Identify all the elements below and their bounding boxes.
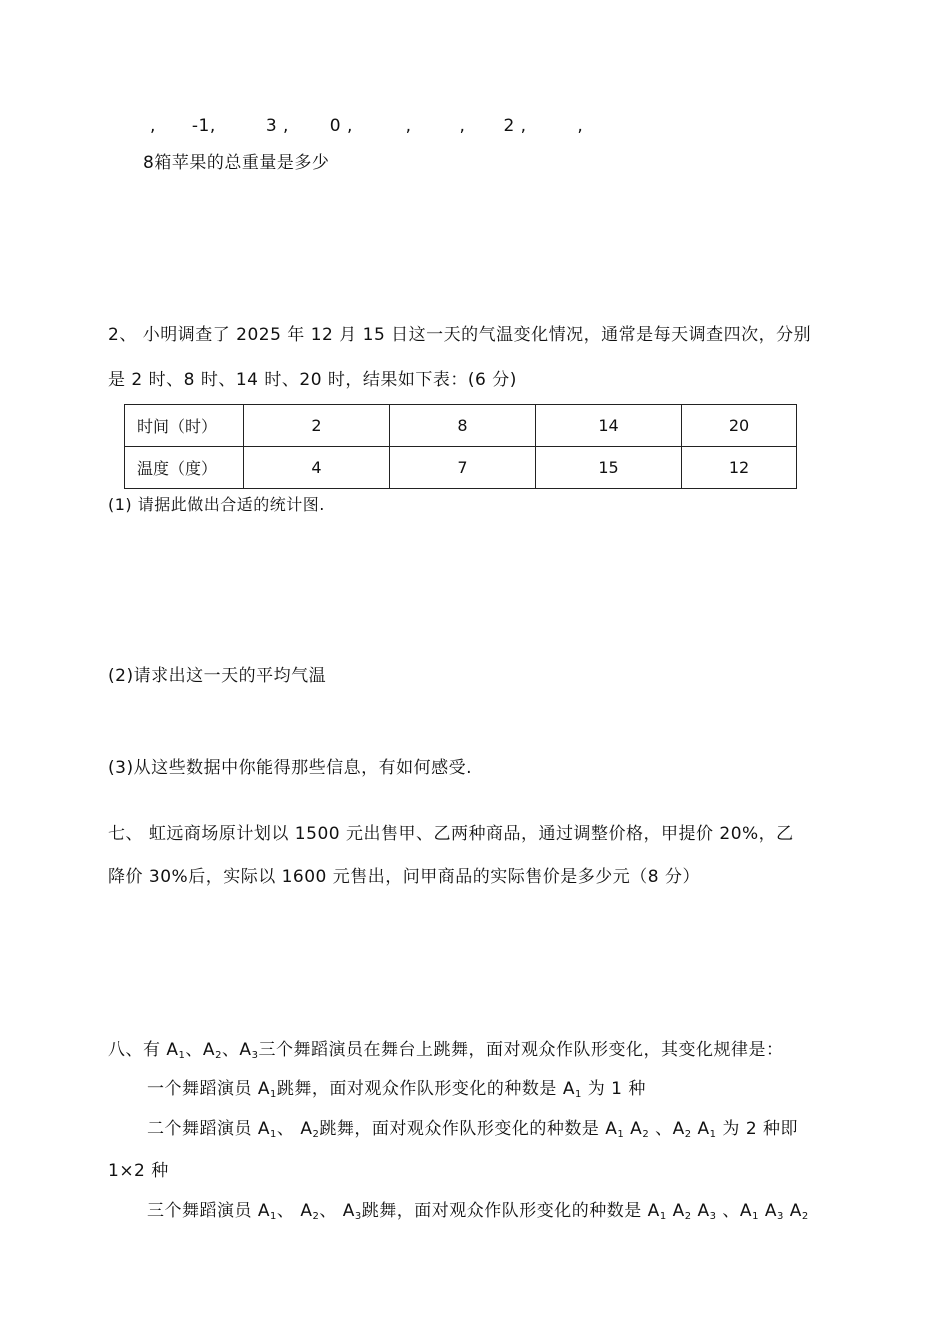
q8-text: 、A xyxy=(649,1119,685,1139)
q8-text: 、 A xyxy=(319,1201,355,1221)
table-row xyxy=(125,447,797,489)
value-entry: -1, xyxy=(191,116,216,136)
subscript: 2 xyxy=(215,1050,222,1061)
subscript: 3 xyxy=(709,1211,717,1222)
subscript: 1 xyxy=(752,1211,759,1222)
q8-text: 二个舞蹈演员 A xyxy=(147,1119,271,1139)
subscript: 1 xyxy=(709,1129,717,1140)
q8-text: 三个舞蹈演员 A xyxy=(147,1201,271,1221)
table-cell: 14 xyxy=(536,405,682,447)
q8-line2 xyxy=(147,1077,646,1107)
subscript: 1 xyxy=(178,1050,186,1061)
table-cell: 7 xyxy=(390,447,536,489)
q8-text: 为 2 种即 xyxy=(716,1119,799,1139)
q8-text: 跳舞，面对观众作队形变化的种数是 A xyxy=(276,1079,575,1099)
table-cell: 15 xyxy=(536,447,682,489)
q8-text: 跳舞，面对观众作队形变化的种数是 A xyxy=(361,1201,660,1221)
table-row xyxy=(125,405,797,447)
row-header-time: 时间（时） xyxy=(125,405,244,447)
q8-line3 xyxy=(147,1117,798,1147)
value-comma: , xyxy=(150,116,156,136)
value-entry: 2 , xyxy=(503,116,527,136)
q8-text: 一个舞蹈演员 A xyxy=(147,1079,271,1099)
q8-text: A xyxy=(624,1119,643,1139)
subscript: 1 xyxy=(574,1089,582,1100)
q2-sub1: (1) 请据此做出合适的统计图. xyxy=(108,495,325,514)
subscript: 2 xyxy=(684,1211,692,1222)
q2-sub2: (2)请求出这一天的平均气温 xyxy=(108,666,327,686)
q8-line1 xyxy=(108,1038,783,1068)
row-header-temperature: 温度（度） xyxy=(125,447,244,489)
value-entry: 0 , xyxy=(329,116,353,136)
q2-intro-line2: 是 2 时、8 时、14 时、20 时，结果如下表：(6 分) xyxy=(108,370,517,390)
subscript: 2 xyxy=(312,1211,320,1222)
temperature-table xyxy=(124,404,797,489)
subscript: 1 xyxy=(617,1129,625,1140)
q8-text: 为 1 种 xyxy=(581,1079,646,1099)
table-cell: 8 xyxy=(390,405,536,447)
table-cell: 4 xyxy=(244,447,390,489)
q8-text: 八、有 A xyxy=(108,1040,179,1060)
subscript: 1 xyxy=(270,1089,277,1100)
q8-line4: 1×2 种 xyxy=(108,1161,169,1181)
subscript: 1 xyxy=(270,1211,277,1222)
q8-text: 三个舞蹈演员在舞台上跳舞，面对观众作队形变化，其变化规律是： xyxy=(258,1040,784,1060)
subscript: 2 xyxy=(801,1211,809,1222)
q8-text: A xyxy=(783,1201,802,1221)
q8-text: 、 A xyxy=(276,1201,313,1221)
value-comma: , xyxy=(405,116,412,136)
subscript: 2 xyxy=(642,1129,650,1140)
q8-text: 、A xyxy=(716,1201,753,1221)
values-row xyxy=(150,114,597,138)
q7-line1: 七、 虹远商场原计划以 1500 元出售甲、乙两种商品，通过调整价格，甲提价 20%，乙 xyxy=(108,824,794,844)
q8-text: A xyxy=(666,1201,685,1221)
q8-text: 、A xyxy=(221,1040,252,1060)
q7-line2: 降价 30%后，实际以 1600 元售出，问甲商品的实际售价是多少元（8 分） xyxy=(108,867,700,887)
total-weight-question: 8箱苹果的总重量是多少 xyxy=(143,153,330,173)
value-comma: , xyxy=(577,116,584,136)
subscript: 2 xyxy=(684,1129,692,1140)
q8-text: 、 A xyxy=(276,1119,313,1139)
subscript: 3 xyxy=(354,1211,362,1222)
q8-line5 xyxy=(147,1199,809,1229)
table-cell: 12 xyxy=(682,447,797,489)
subscript: 2 xyxy=(312,1129,320,1140)
q2-sub3: (3)从这些数据中你能得那些信息，有如何感受. xyxy=(108,758,472,778)
q8-text: A xyxy=(758,1201,777,1221)
subscript: 3 xyxy=(251,1050,259,1061)
value-comma: , xyxy=(459,116,466,136)
subscript: 1 xyxy=(659,1211,667,1222)
q2-intro-line1: 2、 小明调查了 2025 年 12 月 15 日这一天的气温变化情况，通常是每天调查四次，分别 xyxy=(108,325,812,345)
q8-text: A xyxy=(691,1119,710,1139)
subscript: 1 xyxy=(270,1129,277,1140)
value-entry: 3 , xyxy=(265,116,289,136)
q8-text: A xyxy=(691,1201,710,1221)
table-cell: 20 xyxy=(682,405,797,447)
q8-text: 跳舞，面对观众作队形变化的种数是 A xyxy=(319,1119,618,1139)
table-cell: 2 xyxy=(244,405,390,447)
subscript: 3 xyxy=(777,1211,784,1222)
q8-text: 、A xyxy=(185,1040,216,1060)
